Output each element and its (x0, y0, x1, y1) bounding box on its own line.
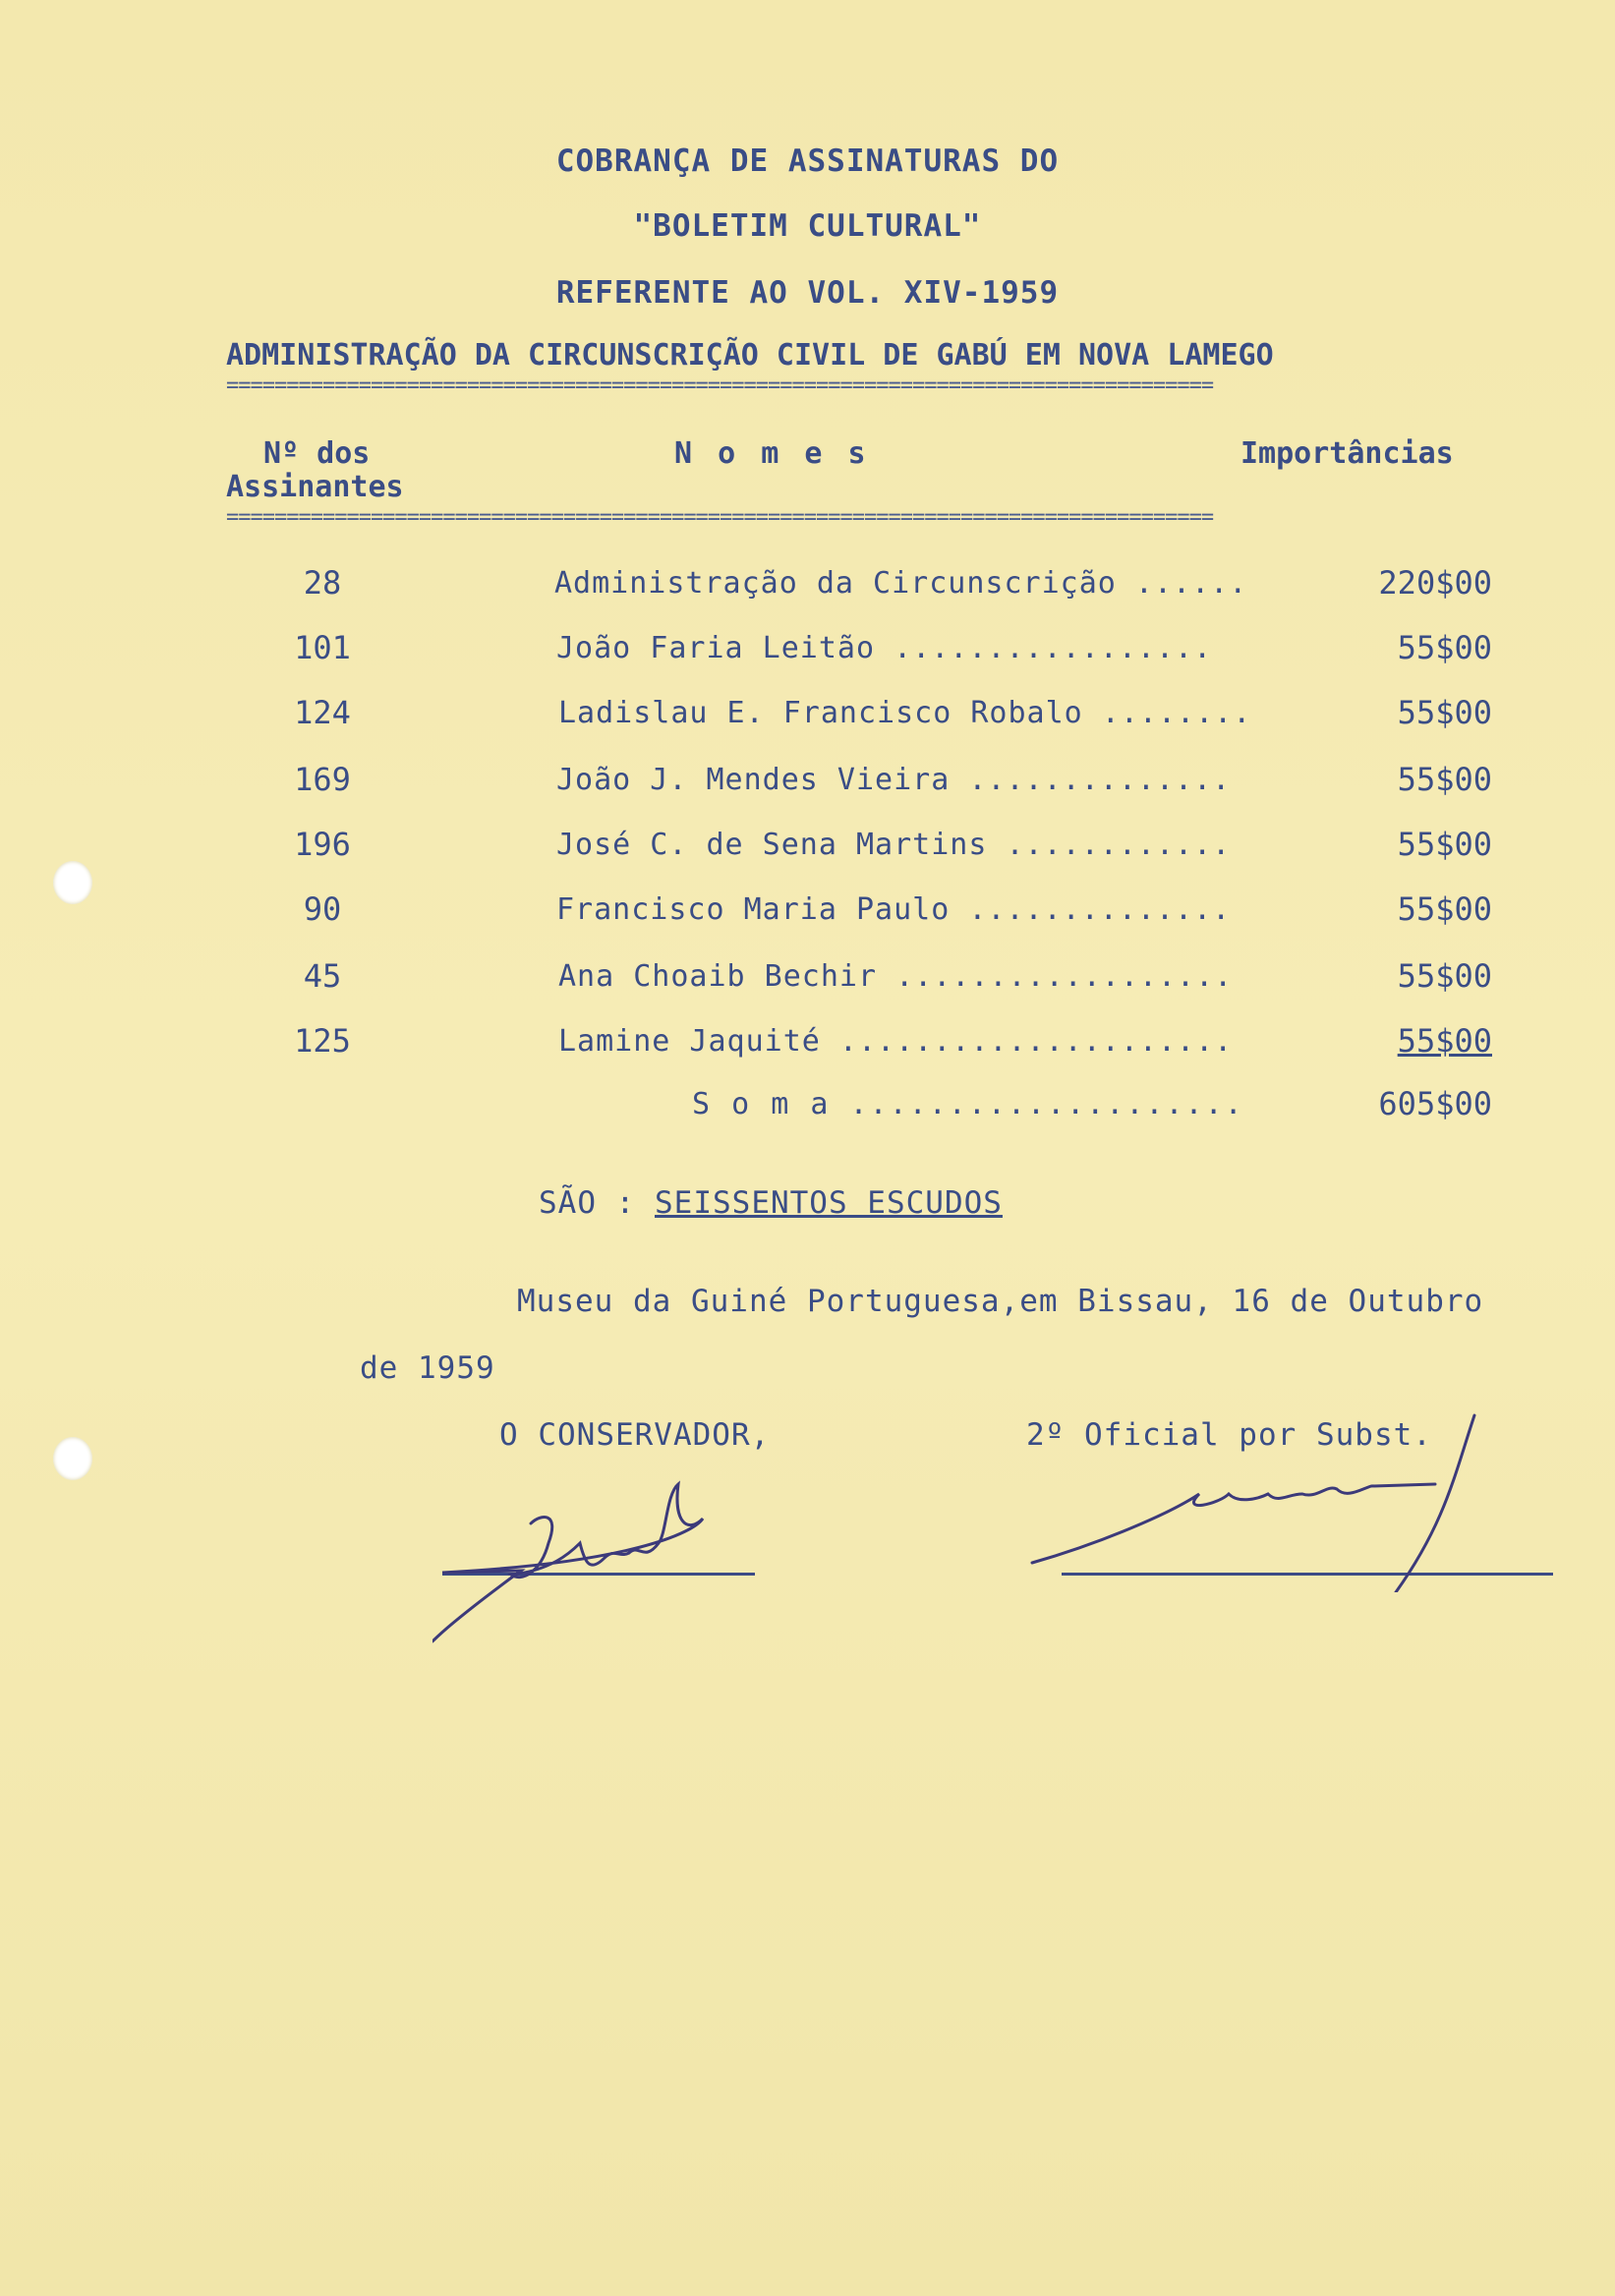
subscriber-amount: 55$00 (1397, 826, 1492, 863)
subscriber-name: João J. Mendes Vieira .............. (556, 763, 1232, 797)
subscriber-name: Ladislau E. Francisco Robalo ........ (558, 696, 1252, 730)
column-header-number-sub: Assinantes (226, 470, 404, 504)
place-date-line-1: Museu da Guiné Portuguesa,em Bissau, 16 de Outubro (517, 1284, 1484, 1319)
subscriber-amount: 55$00 (1397, 694, 1492, 731)
subscriber-number: 196 (294, 826, 351, 863)
subscriber-number: 101 (294, 629, 351, 666)
punch-hole (53, 1437, 92, 1480)
divider-rule: ================================================================================== (226, 505, 1214, 530)
subscriber-name: José C. de Sena Martins ............ (556, 828, 1232, 862)
header-line-1: COBRANÇA DE ASSINATURAS DO (555, 144, 1060, 179)
subscriber-number: 45 (303, 957, 342, 995)
subscriber-name: Ana Choaib Bechir .................. (558, 959, 1234, 994)
signature-right-scribble (1022, 1396, 1533, 1592)
subscriber-number: 169 (294, 761, 351, 798)
subscriber-name: Francisco Maria Paulo .............. (556, 892, 1232, 927)
column-header-amounts: Importâncias (1240, 436, 1454, 471)
signature-title-left: O CONSERVADOR, (499, 1417, 771, 1453)
punch-hole (53, 861, 92, 904)
subscriber-amount: 220$00 (1378, 564, 1492, 602)
subscriber-amount: 55$00 (1397, 1022, 1492, 1060)
divider-rule: ================================================================================== (226, 373, 1214, 398)
subscriber-name: Administração da Circunscrição ...... (554, 566, 1248, 601)
column-header-number: Nº dos (263, 436, 371, 471)
subscriber-number: 124 (294, 694, 351, 731)
subscriber-number: 28 (303, 564, 342, 602)
subscriber-amount: 55$00 (1397, 761, 1492, 798)
subscriber-amount: 55$00 (1397, 957, 1492, 995)
header-line-3: REFERENTE AO VOL. XIV-1959 (555, 275, 1060, 311)
total-amount: 605$00 (1378, 1085, 1492, 1122)
signature-left-scribble (433, 1464, 786, 1661)
header-line-2: "BOLETIM CULTURAL" (633, 208, 982, 244)
subscriber-amount: 55$00 (1397, 890, 1492, 928)
column-header-names: N o m e s (674, 436, 870, 471)
header-line-4: ADMINISTRAÇÃO DA CIRCUNSCRIÇÃO CIVIL DE GABÚ EM NOVA LAMEGO (226, 338, 1274, 373)
amount-words-prefix: SÃO : (539, 1185, 636, 1221)
subscriber-number: 125 (294, 1022, 351, 1060)
signature-title-right: 2º Oficial por Subst. (1026, 1417, 1432, 1453)
amount-words: SEISSENTOS ESCUDOS (655, 1185, 1003, 1221)
subscriber-name: Lamine Jaquité ..................... (558, 1024, 1234, 1059)
subscriber-name: João Faria Leitão ................. (556, 631, 1213, 665)
place-date-line-2: de 1959 (360, 1350, 495, 1386)
total-label: S o m a .................... (692, 1087, 1244, 1121)
subscriber-amount: 55$00 (1397, 629, 1492, 666)
subscriber-number: 90 (303, 890, 342, 928)
